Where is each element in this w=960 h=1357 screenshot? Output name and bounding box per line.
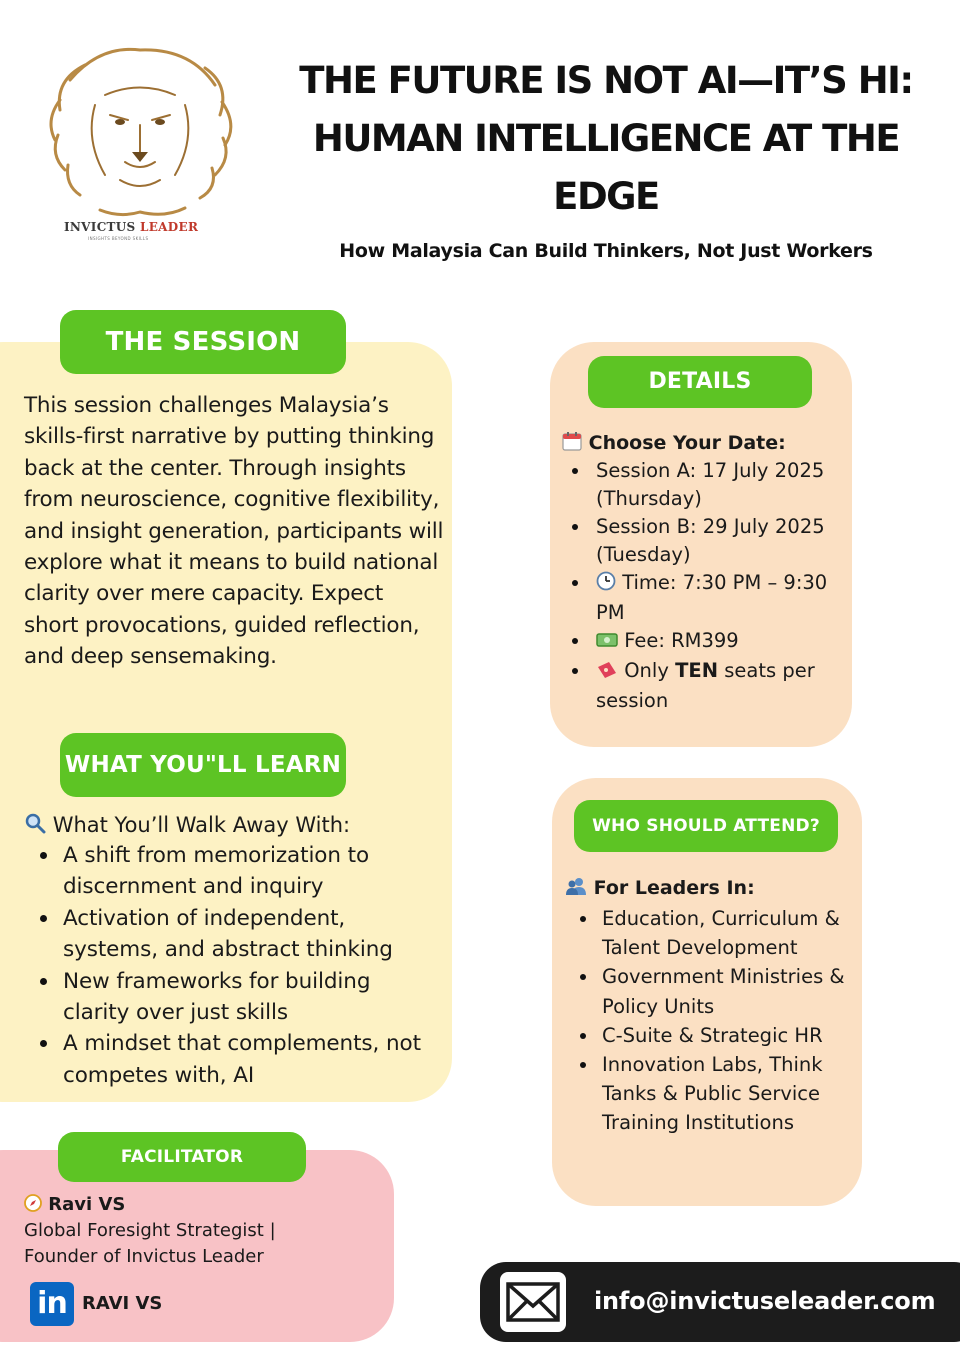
seats-suffix: seats per session bbox=[596, 659, 815, 712]
list-item: Innovation Labs, Think Tanks & Public Service Training Institutions bbox=[580, 1050, 855, 1138]
seats-count: TEN bbox=[675, 659, 719, 682]
ticket-icon bbox=[596, 659, 618, 687]
page-subtitle: How Malaysia Can Build Thinkers, Not Just Workers bbox=[339, 240, 873, 262]
linkedin-name[interactable]: RAVI VS bbox=[82, 1293, 163, 1314]
brand-name-part2: LEADER bbox=[140, 220, 199, 234]
title-line-3: EDGE bbox=[553, 175, 659, 218]
attend-list bbox=[580, 904, 855, 1138]
attend-heading: WHO SHOULD ATTEND? bbox=[574, 800, 838, 852]
compass-icon bbox=[24, 1194, 42, 1220]
list-item: Government Ministries & Policy Units bbox=[580, 962, 855, 1020]
magnifier-icon bbox=[24, 812, 46, 842]
facilitator-name bbox=[24, 1192, 125, 1220]
choose-date-heading bbox=[562, 430, 786, 459]
title-line-2: HUMAN INTELLIGENCE AT THE bbox=[312, 117, 900, 160]
choose-date-text: Choose Your Date: bbox=[588, 432, 786, 454]
learn-subheading-text: What You’ll Walk Away With: bbox=[52, 813, 351, 837]
leaders-heading bbox=[565, 875, 755, 904]
lion-icon bbox=[40, 40, 240, 220]
fee-item bbox=[572, 627, 842, 657]
time-text: Time: 7:30 PM – 9:30 PM bbox=[596, 571, 828, 624]
list-item: Education, Curriculum & Talent Development bbox=[580, 904, 855, 962]
clock-icon bbox=[596, 571, 616, 599]
seats-prefix: Only bbox=[624, 659, 676, 682]
people-icon bbox=[565, 876, 587, 904]
session-description: This session challenges Malaysia’s skills-first narrative by putting thinking back at the center. Through insights from neuroscience, cognitive flexibility, and insight generation, participants will explore what it means to build national clarity over mere capacity. Expect short provocations, guided reflection, and deep sensemaking. bbox=[24, 393, 444, 670]
leaders-heading-text: For Leaders In: bbox=[593, 877, 755, 899]
list-item: A shift from memorization to discernment and inquiry bbox=[40, 840, 440, 903]
title-line-1: THE FUTURE IS NOT AI—IT’S HI: bbox=[299, 59, 913, 102]
brand-name bbox=[64, 220, 198, 234]
list-item: C-Suite & Strategic HR bbox=[580, 1021, 855, 1050]
learn-subheading bbox=[24, 810, 350, 842]
list-item: New frameworks for building clarity over just skills bbox=[40, 966, 440, 1029]
lion-logo bbox=[40, 40, 240, 250]
details-heading: DETAILS bbox=[588, 356, 812, 408]
linkedin-icon[interactable]: in bbox=[30, 1282, 74, 1326]
learn-list bbox=[40, 840, 440, 1091]
envelope-icon bbox=[500, 1272, 566, 1332]
session-heading: THE SESSION bbox=[60, 310, 346, 374]
seats-item bbox=[572, 657, 842, 715]
contact-email[interactable]: info@invictuseleader.com bbox=[594, 1287, 936, 1315]
brand-name-part1: INVICTUS bbox=[64, 220, 140, 234]
calendar-icon bbox=[562, 431, 582, 459]
facilitator-name-text: Ravi VS bbox=[48, 1194, 126, 1215]
fee-text: Fee: RM399 bbox=[624, 629, 739, 652]
page-title bbox=[280, 52, 932, 226]
list-item: Activation of independent, systems, and abstract thinking bbox=[40, 903, 440, 966]
details-list bbox=[572, 457, 842, 715]
learn-heading: WHAT YOU"LL LEARN bbox=[60, 733, 346, 797]
session-a-item: Session A: 17 July 2025 (Thursday) bbox=[572, 457, 842, 513]
facilitator-role: Global Foresight Strategist | Founder of Invictus Leader bbox=[24, 1220, 276, 1267]
list-item: A mindset that complements, not competes with, AI bbox=[40, 1028, 440, 1091]
session-b-item: Session B: 29 July 2025 (Tuesday) bbox=[572, 513, 842, 569]
facilitator-heading: FACILITATOR bbox=[58, 1132, 306, 1182]
time-item bbox=[572, 569, 842, 627]
money-icon bbox=[596, 629, 618, 657]
brand-tagline: INSIGHTS BEYOND SKILLS bbox=[88, 236, 149, 241]
